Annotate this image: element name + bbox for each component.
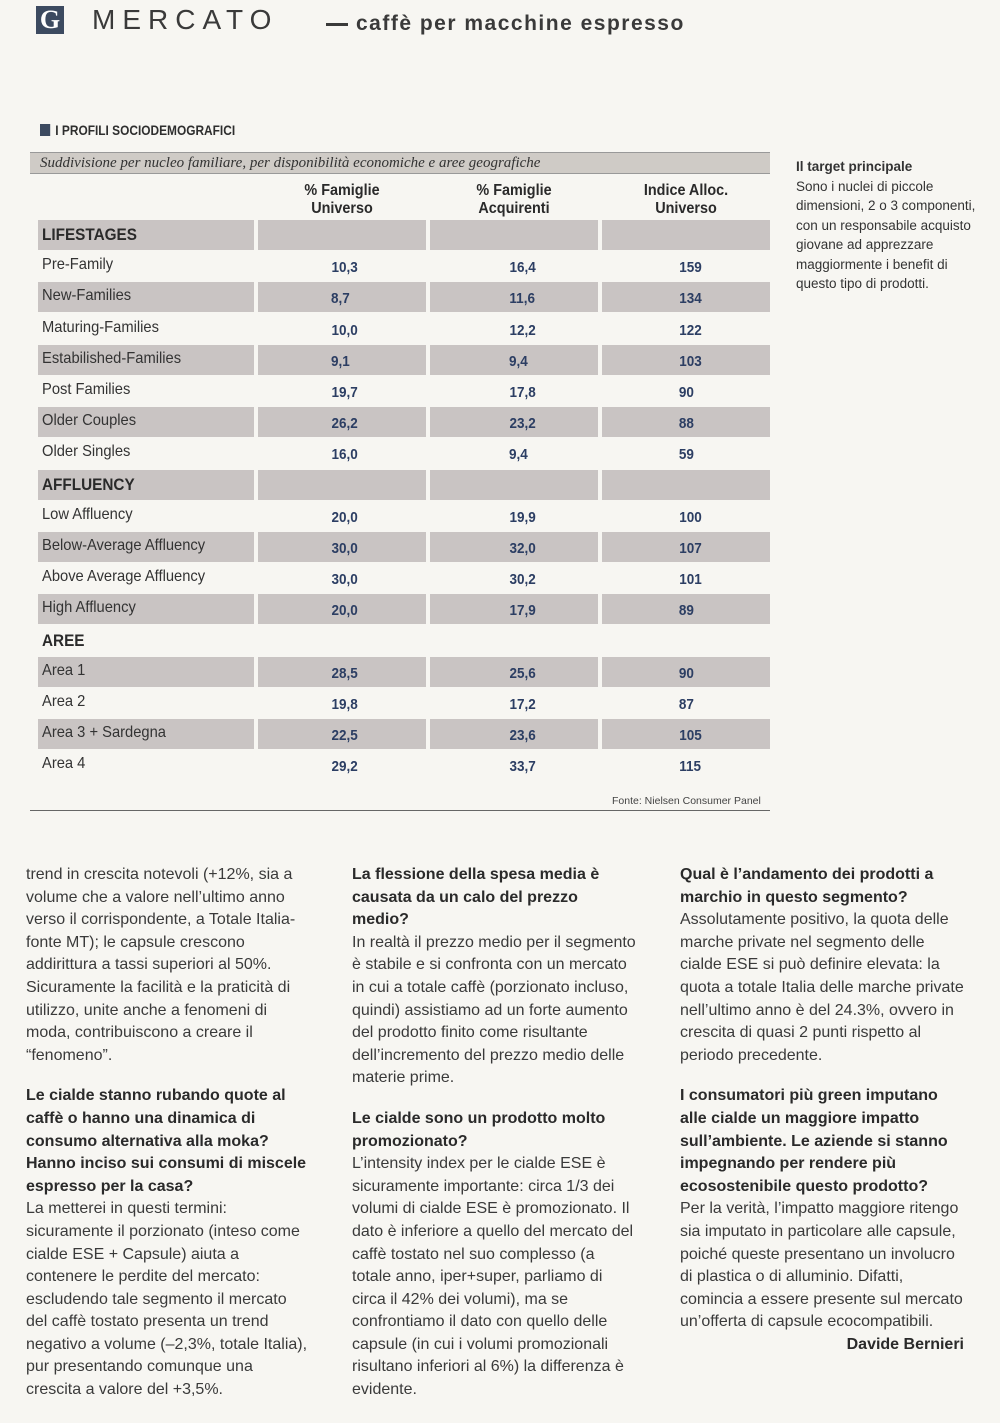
row-value: 25,6 [509, 664, 536, 682]
table-cell [602, 407, 770, 437]
table-cell [258, 314, 426, 344]
row-value: 20,0 [331, 508, 358, 526]
table-cell [602, 376, 770, 406]
table-cell [258, 407, 426, 437]
table-cell [602, 282, 770, 312]
table-cell [258, 376, 426, 406]
row-value: 16,4 [509, 259, 536, 277]
table-cell [38, 532, 254, 562]
table-cell [38, 376, 254, 406]
row-value: 23,2 [509, 415, 536, 433]
table-row [38, 438, 770, 468]
table-cell [602, 719, 770, 749]
group-header-row [38, 220, 770, 250]
title-dash [326, 23, 348, 26]
table-cell [602, 563, 770, 593]
row-value: 30,2 [509, 571, 536, 589]
table-cell [430, 438, 598, 468]
row-value: 88 [678, 415, 694, 433]
table-row [38, 532, 770, 562]
row-value: 89 [678, 602, 694, 620]
table-cell [258, 594, 426, 624]
table-cell [602, 470, 770, 500]
table-cell [430, 314, 598, 344]
table-cell [430, 750, 598, 780]
table-cell [258, 563, 426, 593]
table-source: Fonte: Nielsen Consumer Panel [612, 795, 761, 807]
table-cell [258, 220, 426, 250]
answer: Per la verità, l’impatto maggiore ritengo sia imputato in particolare alle capsule, poiché queste presentano un involucro di plastica o di alluminio. Difatti, comincia a essere presente sul mercato un’offerta di capsule ecocompatibili. [680, 1200, 963, 1331]
row-value: 101 [679, 571, 702, 589]
table-cell [38, 438, 254, 468]
group-header-row [38, 470, 770, 500]
table-cell [602, 532, 770, 562]
question: Le cialde sono un prodotto molto promozionato? [352, 1109, 606, 1150]
row-label: Estabilished-Families [42, 349, 182, 367]
table-cell [38, 220, 254, 250]
table-cell [602, 314, 770, 344]
table-cell [602, 438, 770, 468]
row-value: 17,9 [509, 602, 536, 620]
row-label: Below-Average Affluency [42, 537, 206, 554]
table-caption: Suddivisione per nucleo familiare, per disponibilità economiche e aree geografiche [30, 152, 770, 174]
table-cell [430, 220, 598, 250]
row-value: 9,4 [509, 446, 528, 464]
table-bottom-rule [30, 810, 770, 811]
table-cell [258, 438, 426, 468]
group-label: LIFESTAGES [42, 225, 137, 244]
row-value: 32,0 [509, 540, 536, 557]
row-value: 19,9 [509, 508, 536, 526]
table-cell [430, 470, 598, 500]
row-label: Area 1 [42, 661, 86, 679]
table-cell [38, 251, 254, 281]
answer: In realtà il prezzo medio per il segmento è stabile e si confronta con un mercato in cui a totale caffè (porzionato incluso, quindi) assistiamo ad un forte aumento del prodotto finito come risultante dell’incremento del prezzo medio delle materie prime. [352, 933, 636, 1087]
table-row [38, 251, 770, 281]
row-value: 107 [679, 540, 702, 557]
row-value: 8,7 [331, 290, 350, 308]
row-value: 30,0 [331, 540, 358, 557]
page-header [36, 2, 976, 44]
table-cell [38, 657, 254, 687]
row-value: 33,7 [509, 758, 536, 776]
column-header: % Famiglie Acquirenti [476, 182, 552, 217]
column-header: Indice Alloc. Universo [643, 182, 729, 217]
table-row [38, 750, 770, 780]
table-cell [38, 470, 254, 500]
table-row [38, 282, 770, 312]
page-title: caffè per macchine espresso [326, 12, 685, 36]
row-label: Maturing-Families [42, 318, 159, 336]
row-value: 10,3 [331, 259, 358, 277]
answer: La metterei in questi termini: sicuramente il porzionato (inteso come cialde ESE + Capsule) aiuta a contenere le perdite del mercato: escludendo tale segmento il mercato del caffè tostato presenta un trend negativo a volume (–2,3%, totale Italia), pur presentando comunque una crescita a valore del +3,5%. [26, 1200, 308, 1399]
row-value: 115 [679, 758, 701, 776]
section-name: MERCATO [92, 4, 279, 35]
row-value: 103 [679, 352, 702, 370]
row-value: 16,0 [331, 446, 358, 464]
row-label: Area 2 [42, 693, 86, 710]
table-cell [430, 251, 598, 281]
table-cell [38, 314, 254, 344]
author-signature: Davide Bernieri [846, 1335, 964, 1353]
group-header-row [38, 626, 770, 656]
table-cell [602, 626, 770, 656]
row-value: 17,8 [509, 384, 536, 401]
table-cell [602, 594, 770, 624]
table-row [38, 563, 770, 593]
row-value: 12,2 [509, 321, 536, 339]
table-cell [602, 688, 770, 718]
table-cell [258, 470, 426, 500]
table-cell [38, 345, 254, 375]
table-cell [602, 345, 770, 375]
row-value: 59 [678, 446, 694, 464]
table-cell [38, 282, 254, 312]
question: Qual è l’andamento dei prodotti a marchio in questo segmento? [680, 866, 934, 906]
table-cell [258, 626, 426, 656]
table-row [38, 314, 770, 344]
row-value: 90 [678, 664, 694, 682]
table-cell [430, 376, 598, 406]
table-row [38, 719, 770, 749]
table-cell [430, 657, 598, 687]
row-label: Older Couples [42, 412, 137, 430]
row-label: Low Affluency [42, 505, 133, 523]
row-value: 19,8 [331, 696, 358, 713]
row-value: 100 [679, 508, 702, 526]
table-cell [602, 750, 770, 780]
question: I consumatori più green imputano alle cialde un maggiore impatto sull’ambiente. Le aziende si stanno impegnando per rendere più ecosostenibile questo prodotto? [680, 1087, 948, 1195]
row-value: 19,7 [331, 384, 358, 401]
row-value: 159 [679, 259, 702, 277]
row-label: High Affluency [42, 599, 136, 617]
row-value: 9,4 [509, 352, 528, 370]
table-cell [38, 626, 254, 656]
table-cell [38, 750, 254, 780]
answer: L’intensity index per le cialde ESE è sicuramente importante: circa 1/3 dei volumi di cialde ESE è promozionato. Il dato è inferiore a quello del mercato del caffè tostato nel suo complesso (a totale anno, iper+super, parliamo di circa il 42% dei volumi), ma se confrontiamo il dato con quello delle capsule (in cui i volumi promozionali risultano inferiori al 6%) la differenza è evidente. [352, 1155, 634, 1399]
row-value: 28,5 [331, 664, 358, 682]
sidenote-title: Il target principale [796, 159, 913, 174]
table-cell [430, 345, 598, 375]
magazine-logo: G [36, 6, 64, 34]
table-cell [38, 688, 254, 718]
question: La flessione della spesa media è causata da un calo del prezzo medio? [352, 866, 600, 929]
table-row [38, 594, 770, 624]
row-value: 22,5 [331, 727, 358, 745]
table-cell [258, 501, 426, 531]
table-cell [258, 345, 426, 375]
row-label: Post Families [42, 381, 131, 398]
table-cell [430, 282, 598, 312]
row-value: 20,0 [331, 602, 358, 620]
table-cell [430, 688, 598, 718]
table-cell [430, 501, 598, 531]
table-row [38, 657, 770, 687]
article-column-3 [680, 864, 964, 1356]
row-value: 26,2 [331, 415, 358, 433]
table-cell [258, 657, 426, 687]
row-value: 90 [678, 384, 694, 401]
row-value: 9,1 [331, 352, 350, 370]
table-cell [38, 594, 254, 624]
row-value: 122 [679, 321, 702, 339]
row-value: 134 [679, 290, 702, 308]
table-cell [38, 501, 254, 531]
table-cell [258, 750, 426, 780]
row-value: 17,2 [509, 696, 536, 713]
table-cell [430, 532, 598, 562]
row-label: New-Families [42, 287, 132, 305]
row-value: 29,2 [331, 758, 358, 776]
row-label: Area 3 + Sardegna [42, 724, 166, 742]
row-label: Above Average Affluency [42, 568, 206, 586]
table-cell [430, 719, 598, 749]
row-label: Area 4 [42, 755, 86, 773]
table-cell [258, 688, 426, 718]
table-cell [38, 407, 254, 437]
sidenote-text: Sono i nuclei di piccole dimensioni, 2 o 3 componenti, con un responsabile acquisto giovane ad apprezzare maggiormente i benefit di questo tipo di prodotti. [796, 178, 976, 291]
question: Le cialde stanno rubando quote al caffè o hanno una dinamica di consumo alternativa alla moka? Hanno inciso sui consumi di miscele espresso per la casa? [26, 1087, 307, 1195]
table-cell [430, 563, 598, 593]
row-value: 23,6 [509, 727, 536, 745]
table-cell [430, 407, 598, 437]
row-value: 10,0 [331, 321, 358, 339]
row-value: 30,0 [331, 571, 358, 589]
table-cell [258, 282, 426, 312]
row-label: Pre-Family [42, 256, 114, 274]
column-header: % Famiglie Universo [304, 182, 380, 217]
square-bullet-icon [40, 124, 50, 136]
group-label: AFFLUENCY [42, 474, 135, 494]
row-value: 87 [678, 696, 694, 713]
table-row [38, 376, 770, 406]
row-value: 11,6 [509, 290, 535, 308]
table-row [38, 501, 770, 531]
table-row [38, 407, 770, 437]
group-label: AREE [42, 630, 85, 650]
table-cell [430, 626, 598, 656]
table-cell [602, 501, 770, 531]
sidenote [796, 157, 976, 294]
table-cell [38, 563, 254, 593]
answer: Assolutamente positivo, la quota delle marche private nel segmento delle cialde ESE si può definire elevata: la quota a totale Italia delle marche private nell’ultimo anno è del 24.3%, ovvero in crescita di quasi 2 punti rispetto al periodo precedente. [680, 911, 964, 1064]
table-row [38, 345, 770, 375]
article-column-1 [26, 864, 310, 1402]
table-label: I PROFILI SOCIODEMOGRAFICI [40, 122, 235, 138]
table-cell [258, 719, 426, 749]
paragraph: trend in crescita notevoli (+12%, sia a volume che a valore nell’ultimo anno verso il corrispondente, a Totale Italia- fonte MT); le capsule crescono addirittura a tassi superiori al 50%. Sicuramente la facilità e la praticità di utilizzo, unite anche a fenomeni di moda, contribuiscono a creare il “fenomeno”. [26, 866, 296, 1064]
table-cell [602, 220, 770, 250]
row-label: Older Singles [42, 443, 131, 461]
table-cell [38, 719, 254, 749]
table-cell [430, 594, 598, 624]
table-cell [602, 657, 770, 687]
article-column-2 [352, 864, 636, 1402]
table-row [38, 688, 770, 718]
table-cell [602, 251, 770, 281]
table-cell [258, 532, 426, 562]
row-value: 105 [679, 727, 702, 745]
table-cell [258, 251, 426, 281]
